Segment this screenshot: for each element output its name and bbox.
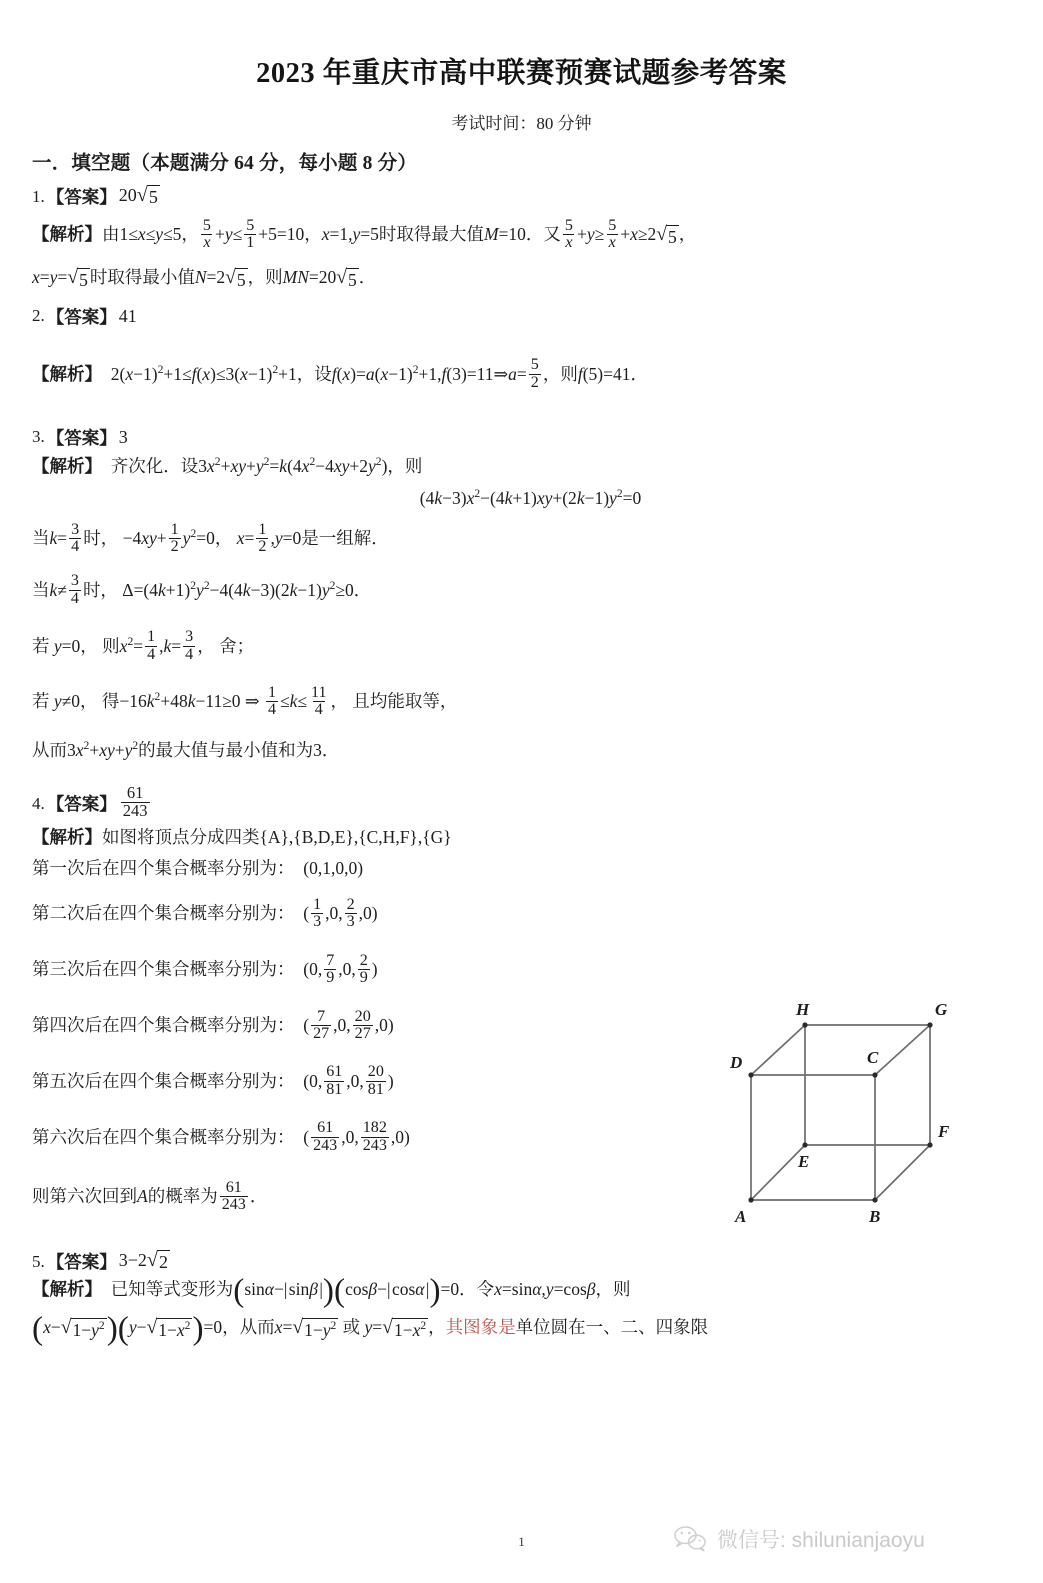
section-heading: 一．填空题（本题满分 64 分，每小题 8 分） xyxy=(32,153,418,174)
cube-vertex-label-H: H xyxy=(796,1000,810,1019)
problem-5-answer-line xyxy=(32,1249,1029,1274)
problem-4-answer: $\frac{61}{243}$ xyxy=(122,782,148,820)
problem-4-step-4: 第四次后在四个集合概率分别为： ( $\frac{7}{27}$ ,0, $\frac{20}{27}$ ,0) xyxy=(32,1007,394,1042)
problem-5-red-note: 其图象是 xyxy=(445,1317,516,1338)
problem-2-number: 2. xyxy=(32,306,45,326)
cube-vertex-label-E: E xyxy=(798,1152,810,1171)
cube-vertex-label-B: B xyxy=(869,1207,881,1226)
problem-4-solution-intro xyxy=(32,827,1029,847)
solution-tag: 【解析】 xyxy=(32,363,102,384)
page-title: 2023 年重庆市高中联赛预赛试题参考答案 xyxy=(256,58,787,89)
answer-tag: 【答案】 xyxy=(46,306,117,327)
solution-tag: 【解析】 xyxy=(32,1279,102,1300)
problem-4-answer-line xyxy=(32,782,1029,821)
problem-3-solution-line-3: 当k≠ $\frac{3}{4}$ 时， $\Delta=(4k+1)^2y^2-4(4k-3)(2k-1)y^2\ge 0$． xyxy=(32,572,372,607)
exam-duration-subtitle: 考试时间：80 分钟 xyxy=(451,114,592,133)
cube-vertex-label-F: F xyxy=(938,1122,950,1141)
problem-2-answer-line xyxy=(32,304,1029,329)
problem-4-step-3: 第三次后在四个集合概率分别为： (0, $\frac{7}{9}$ ,0, $\frac{2}{9}$ ) xyxy=(32,951,378,987)
solution-tag: 【解析】 xyxy=(32,223,102,244)
problem-4-step-2: 第二次后在四个集合概率分别为： ( $\frac{1}{3}$ ,0, $\frac{2}{3}$ ,0) xyxy=(32,895,378,931)
solution-tag: 【解析】 xyxy=(32,455,102,476)
problem-3-solution-line-4: 若 y=0， 则$x^2=$ $\frac{1}{4}$ ,k= $\frac{3}{4}$ ， 舍； xyxy=(32,628,255,663)
problem-5-rest-note: 单位圆在一、二、四象限 xyxy=(515,1317,709,1338)
problem-5-solution-line-1: 【解析】 已知等式变形为(sinα−| sinβ |)(cosβ−| cosα |)=0．令x=sinα,y=cosβ，则 xyxy=(32,1272,631,1310)
cube-diagram xyxy=(690,985,990,1235)
answer-tag: 【答案】 xyxy=(46,427,117,448)
problem-1-answer: 20 √ 5 xyxy=(118,184,158,208)
problem-1-number: 1. xyxy=(32,186,45,206)
page-number: 1 xyxy=(518,1534,525,1549)
cube-vertex-label-A: A xyxy=(735,1207,747,1226)
wechat-watermark-text: 微信号: shilunianjaoyu xyxy=(717,1529,925,1552)
answer-tag: 【答案】 xyxy=(46,794,117,815)
problem-3-solution-line-1: 【解析】 齐次化．设$3x^2+xy+y^2=k(4x^2-4xy+2y^2)$，则 xyxy=(32,455,423,476)
answer-tag: 【答案】 xyxy=(46,187,117,207)
wechat-watermark xyxy=(672,1524,925,1554)
problem-4-intro-text: 如图将顶点分成四类{A},{B,D,E},{C,H,F},{G} xyxy=(102,827,452,848)
problem-3-solution-line-5: 若 y≠0， 得$-16k^2+48k-11\ge 0$ ⇒ $\frac{1}{4}$ ≤k≤ $\frac{11}{4}$ ， 且均能取等， xyxy=(32,683,458,719)
problem-3-display-equation: $(4k-3)x^2-(4k+1)xy+(2k-1)y^2=0$ xyxy=(419,487,642,508)
problem-4-step-1: 第一次后在四个集合概率分别为： (0,1,0,0) xyxy=(32,858,364,879)
problem-3-answer-line xyxy=(32,425,1029,450)
cube-vertex-label-C: C xyxy=(867,1048,879,1067)
problem-2-solution-line-1: 【解析】 $2(x-1)^2+1\le f(x)\le 3(x-1)^2+1$，设$f(x)=a(x-1)^2+1,f(3)=11\Rightarrow a=$ $\frac{5}{2}$ ，则f(5)=41． xyxy=(32,356,648,391)
problem-2-answer: 41 xyxy=(118,305,137,326)
problem-1-answer-line xyxy=(32,184,1029,209)
problem-3-solution-line-2: 当k= $\frac{3}{4}$ 时， −4xy+ $\frac{1}{2}$ $y^2=0$， x= $\frac{1}{2}$ ,y=0是一组解． xyxy=(32,520,389,555)
problem-5-solution-line-2: (x− √ $1-y^2$ )(y− √ $1-x^2$ )=0，从而x= √ $1-y^2$ 或 y= √ $1-x^2$ ，其图象是单位圆在一、二、四象限 xyxy=(32,1310,709,1348)
problem-5-number: 5. xyxy=(32,1251,45,1271)
solution-tag: 【解析】 xyxy=(32,827,102,848)
problem-3-solution-line-6: 从而$3x^2+xy+y^2$的最大值与最小值和为3． xyxy=(32,740,340,761)
answer-tag: 【答案】 xyxy=(46,1252,117,1273)
cube-vertex-label-G: G xyxy=(935,1000,948,1019)
problem-3-number: 3. xyxy=(32,427,45,447)
problem-4-step-5: 第五次后在四个集合概率分别为： (0, $\frac{61}{81}$ ,0, $\frac{20}{81}$ ) xyxy=(32,1063,394,1098)
problem-4-conclusion: 则第六次回到A的概率为 $\frac{61}{243}$ ． xyxy=(32,1179,268,1214)
problem-4-number: 4. xyxy=(32,793,45,813)
problem-4-step-6: 第六次后在四个集合概率分别为： ( $\frac{61}{243}$ ,0, $\frac{182}{243}$ ,0) xyxy=(32,1119,410,1154)
problem-3-answer: 3 xyxy=(118,426,128,447)
cube-vertex-label-D: D xyxy=(730,1053,743,1072)
problem-5-answer: 3−2 √ 2 xyxy=(118,1249,168,1273)
problem-1-solution-line-2: x=y= √ 5 时取得最小值N=2 √ 5 ，则MN=20 √ 5 ． xyxy=(32,266,377,290)
problem-1-solution-line-1: 【解析】由1≤x≤y≤5， $\frac{5}{x}$ +y≤ $\frac{5}{1}$ +5=10，x=1,y=5时取得最大值M=10．又 $\frac{5}{x}$ +y≥ $\frac{5}{x}$ +x≥2 √ 5 ， xyxy=(32,216,697,252)
wechat-icon xyxy=(672,1524,708,1554)
